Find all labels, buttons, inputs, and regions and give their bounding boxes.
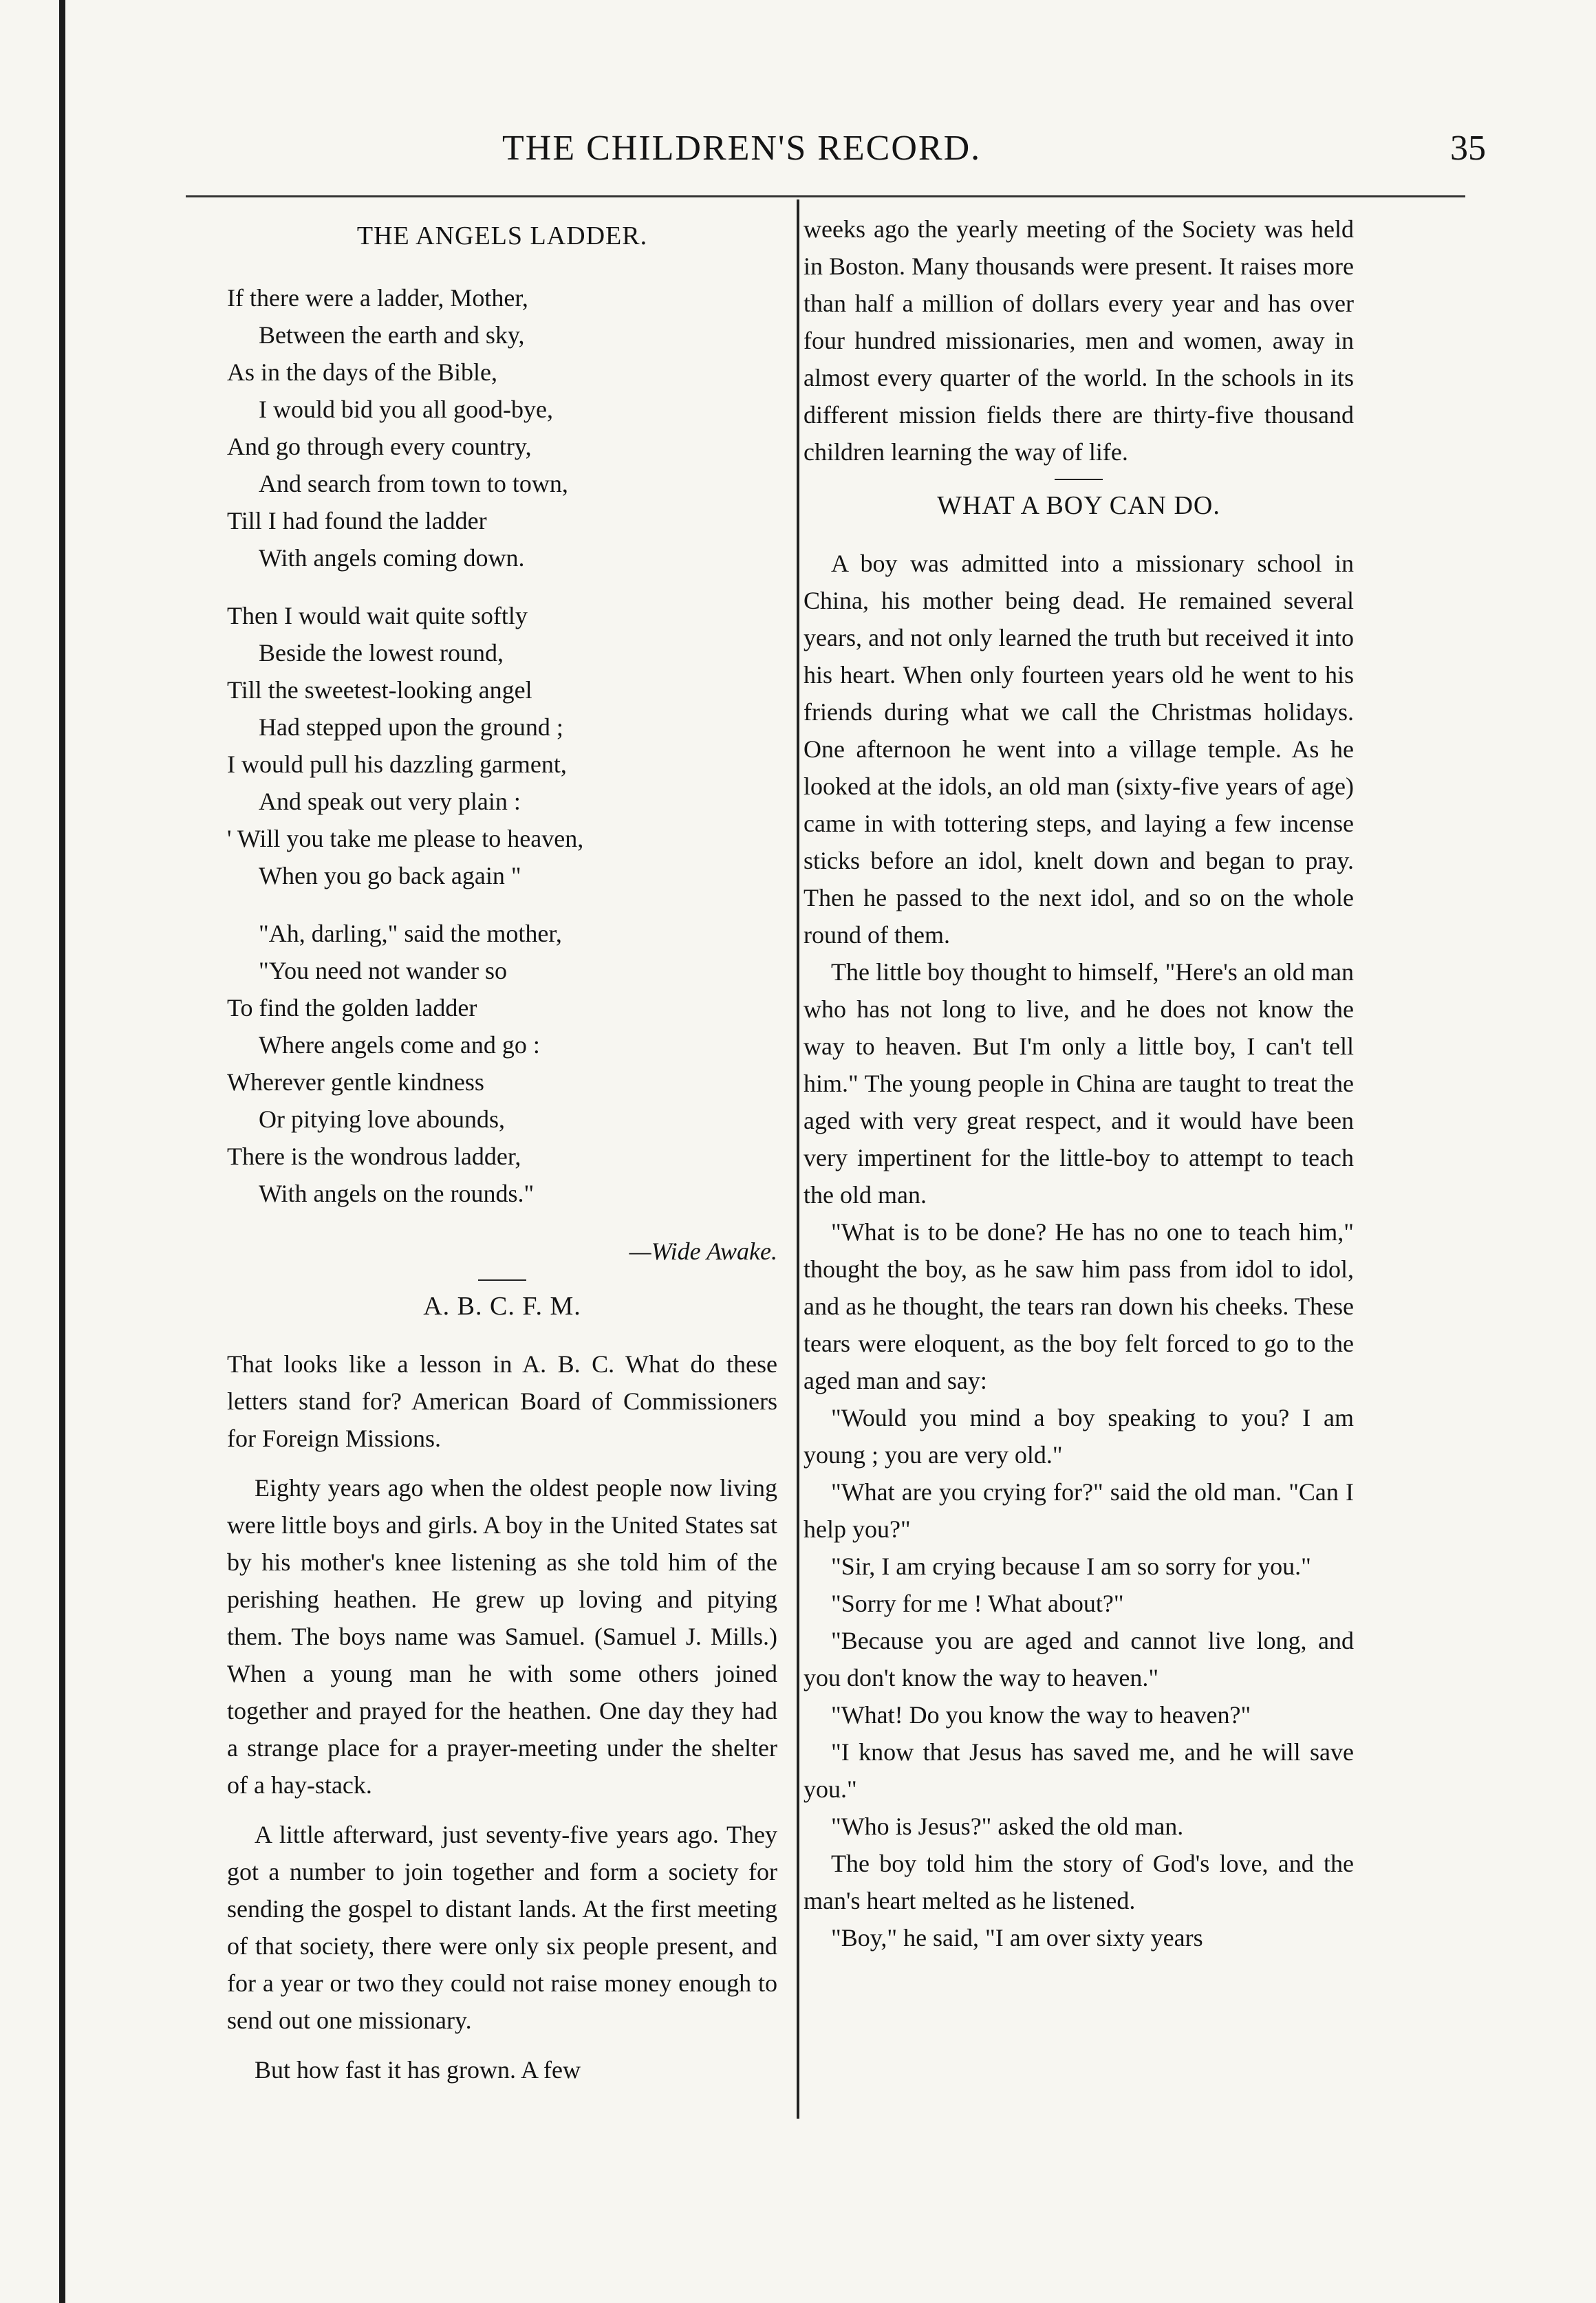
section-separator (478, 1279, 526, 1281)
poem-line: Wherever gentle kindness (227, 1068, 484, 1096)
paragraph: "Sorry for me ! What about?" (831, 1590, 1124, 1617)
page-header (117, 122, 1486, 177)
poem-line: If there were a ladder, Mother, (227, 284, 528, 312)
paragraph: "Would you mind a boy speaking to you? I am young ; you are very old." (804, 1404, 1354, 1469)
paragraph: "I know that Jesus has saved me, and he will save you." (804, 1738, 1354, 1803)
poem-stanza (227, 597, 777, 894)
paragraph: "Boy," he said, "I am over sixty years (831, 1924, 1203, 1951)
poem-line: To find the golden ladder (227, 994, 477, 1021)
paragraph: "What! Do you know the way to heaven?" (831, 1701, 1251, 1729)
poem-line: I would bid you all good-bye, (259, 396, 553, 423)
poem-line: There is the wondrous ladder, (227, 1143, 521, 1170)
poem-line: And go through every country, (227, 433, 532, 460)
column-divider (797, 199, 799, 2119)
poem-line: With angels on the rounds." (259, 1180, 535, 1207)
poem-line: I would pull his dazzling garment, (227, 750, 567, 778)
poem (227, 279, 777, 1212)
paragraph: A little afterward, just seventy-five years ago. They got a number to join together and form a society for sending the gospel to distant lands. At the first meeting of that society, there were only six people present, and for a year or two they could not raise money enough to send out one missionary. (227, 1821, 777, 2034)
poem-line: Where angels come and go : (259, 1031, 540, 1059)
continued-paragraph: weeks ago the yearly meeting of the Society was held in Boston. Many thousands were present. It raises more than half a million of dollars every year and has over four hundred missionaries, men and women, away in almost every quarter of the world. In the schools in its different mission fields there are thirty-five thousand children learning the way of life. (804, 215, 1354, 466)
poem-line: And speak out very plain : (259, 788, 521, 815)
poem-line: As in the days of the Bible, (227, 358, 497, 386)
poem-line: "Ah, darling," said the mother, (259, 920, 562, 947)
paragraph: Eighty years ago when the oldest people now living were little boys and girls. A boy in the United States sat by his mother's knee listening as she told him of the perishing heathen. He grew up loving and pitying them. The boys name was Samuel. (Samuel J. Mills.) When a young man he with some others joined together and prayed for the heathen. One day they had a strange place for a prayer-meeting under the shelter of a hay-stack. (227, 1474, 777, 1799)
poem-line: Then I would wait quite softly (227, 602, 528, 629)
page-number: 35 (1450, 129, 1486, 168)
section-separator (1055, 479, 1103, 480)
page-binding-edge (59, 0, 65, 2303)
section-title-boy: WHAT A BOY CAN DO. (937, 491, 1220, 520)
paragraph: "What are you crying for?" said the old man. "Can I help you?" (804, 1478, 1354, 1543)
poem-stanza (227, 279, 777, 576)
poem-line: When you go back again " (259, 862, 521, 889)
paragraph: "Because you are aged and cannot live long, and you don't know the way to heaven." (804, 1627, 1354, 1691)
poem-line: "You need not wander so (259, 957, 508, 984)
poem-line: ' Will you take me please to heaven, (227, 825, 584, 852)
right-column (804, 206, 1354, 1956)
paragraph: "Who is Jesus?" asked the old man. (831, 1813, 1184, 1840)
paragraph: The little boy thought to himself, "Here's an old man who has not long to live, and he does not know the way to heaven. But I'm only a little boy, I can't tell him." The young people in China are taught to treat the aged with very great respect, and it would have been very impertinent for the little-boy to attempt to teach the old man. (804, 958, 1354, 1209)
left-article (227, 1345, 777, 2088)
running-title: THE CHILDREN'S RECORD. (502, 129, 982, 168)
poem-title: THE ANGELS LADDER. (356, 221, 648, 250)
header-rule (186, 195, 1465, 197)
poem-line: Between the earth and sky, (259, 321, 525, 349)
paragraph: But how fast it has grown. A few (255, 2056, 581, 2084)
section-title-abcfm: A. B. C. F. M. (423, 1292, 581, 1321)
right-article (804, 545, 1354, 1956)
poem-line: With angels coming down. (259, 544, 525, 572)
poem-line: Beside the lowest round, (259, 639, 504, 667)
poem-line: And search from town to town, (259, 470, 568, 497)
poem-stanza (227, 915, 777, 1212)
left-column (227, 206, 777, 2101)
poem-line: Till I had found the ladder (227, 507, 487, 534)
poem-line: Till the sweetest-looking angel (227, 676, 532, 704)
paragraph: The boy told him the story of God's love, and the man's heart melted as he listened. (804, 1850, 1354, 1914)
poem-line: Or pitying love abounds, (259, 1105, 505, 1133)
poem-line: Had stepped upon the ground ; (259, 713, 563, 741)
paragraph: A boy was admitted into a missionary school in China, his mother being dead. He remained several years, and not only learned the truth but received it into his heart. When only fourteen years old he went to his friends during what we call the Christmas holidays. One afternoon he went into a village temple. As he looked at the idols, an old man (sixty-five years of age) came in with tottering steps, and laying a few incense sticks before an idol, knelt down and began to pray. Then he passed to the next idol, and so on the whole round of them. (804, 550, 1354, 949)
poem-attribution: —Wide Awake. (629, 1237, 777, 1265)
paragraph: "Sir, I am crying because I am so sorry for you." (831, 1553, 1311, 1580)
paragraph: "What is to be done? He has no one to teach him," thought the boy, as he saw him pass from idol to idol, and as he thought, the tears ran down his cheeks. These tears were eloquent, as the boy felt forced to go to the aged man and say: (804, 1218, 1354, 1394)
paragraph: That looks like a lesson in A. B. C. What do these letters stand for? American Board of Commissioners for Foreign Missions. (227, 1350, 777, 1452)
